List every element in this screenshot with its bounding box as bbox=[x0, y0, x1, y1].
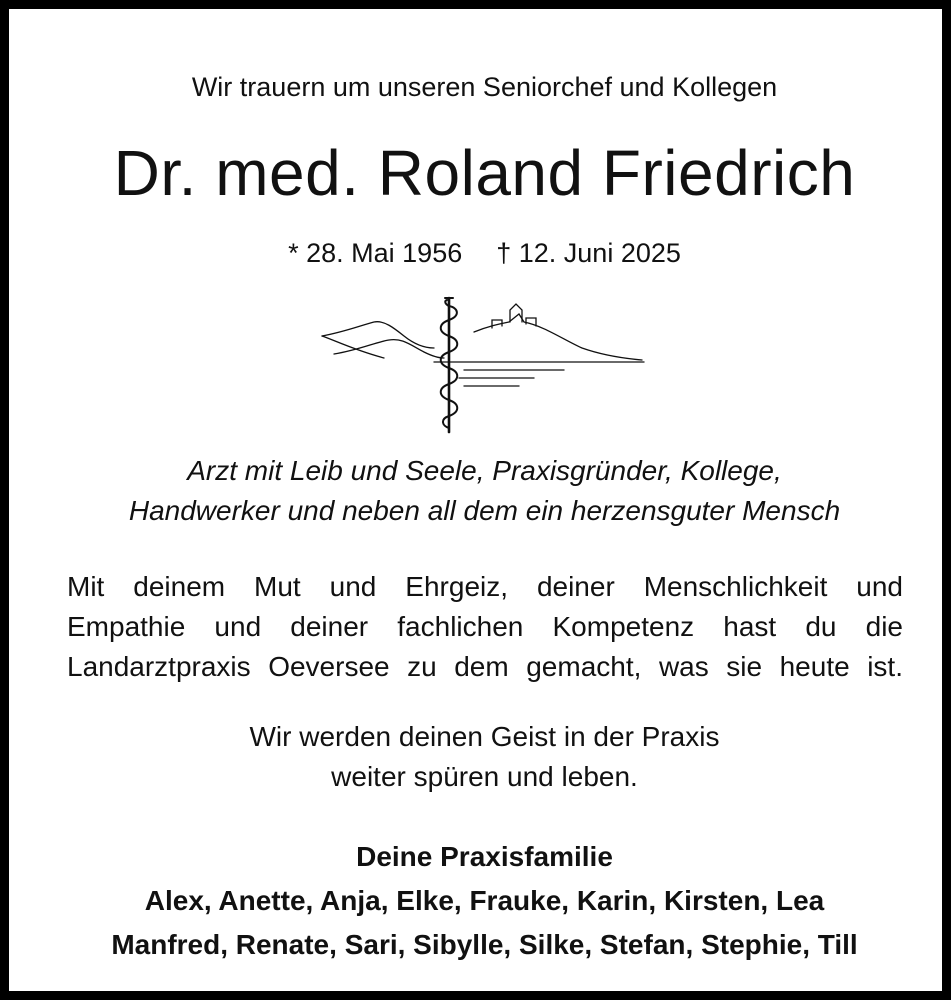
closing-text bbox=[9, 717, 951, 797]
tribute-line: Empathie und deiner fachlichen Kompetenz hast du die bbox=[67, 611, 903, 642]
signoff bbox=[9, 835, 951, 967]
signoff-names: Alex, Anette, Anja, Elke, Frauke, Karin, Kirsten, Lea bbox=[144, 885, 825, 916]
tribute-line: Landarztpraxis Oeversee zu dem gemacht, was sie heute ist. bbox=[67, 651, 903, 682]
closing-line: Wir werden deinen Geist in der Praxis bbox=[249, 721, 720, 752]
closing-line: weiter spüren und leben. bbox=[331, 761, 638, 792]
tribute-text bbox=[67, 567, 903, 687]
tagline-line: Handwerker und neben all dem ein herzensguter Mensch bbox=[128, 495, 841, 526]
caduceus-landscape-icon bbox=[314, 292, 649, 437]
signoff-names: Manfred, Renate, Sari, Sibylle, Silke, Stefan, Stephie, Till bbox=[111, 929, 858, 960]
death-date: † 12. Juni 2025 bbox=[496, 238, 681, 268]
tagline-line: Arzt mit Leib und Seele, Praxisgründer, Kollege, bbox=[187, 455, 782, 486]
life-dates bbox=[9, 235, 951, 271]
signoff-heading: Deine Praxisfamilie bbox=[356, 841, 613, 872]
intro-line: Wir trauern um unseren Seniorchef und Kollegen bbox=[191, 72, 778, 102]
tagline bbox=[9, 451, 951, 531]
birth-date: * 28. Mai 1956 bbox=[288, 238, 463, 268]
deceased-name: Dr. med. Roland Friedrich bbox=[113, 137, 856, 209]
tribute-line: Mit deinem Mut und Ehrgeiz, deiner Menschlichkeit und bbox=[67, 571, 903, 602]
